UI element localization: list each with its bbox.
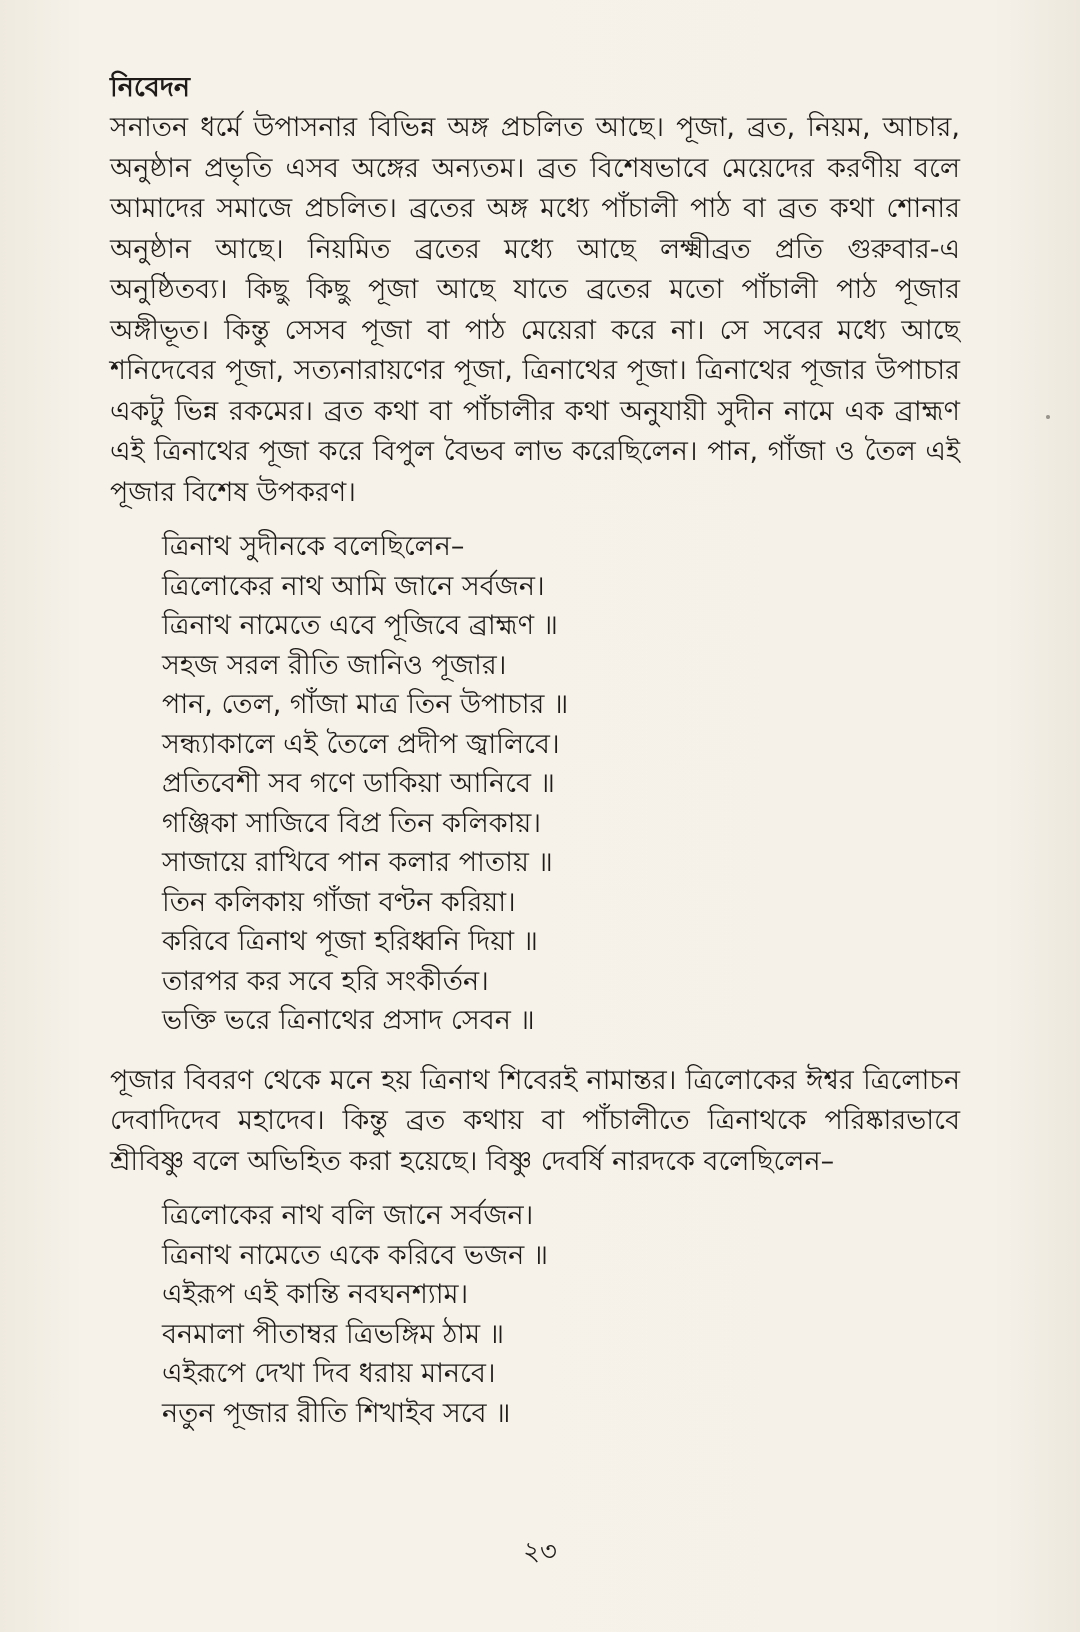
- page-number: ২৩: [523, 1537, 557, 1567]
- verse-line: এইরূপে দেখা দিব ধরায় মানবে।: [162, 1358, 496, 1389]
- verse-line: করিবে ত্রিনাথ পূজা হরিধ্বনি দিয়া ॥: [162, 926, 538, 957]
- verse-line: তিন কলিকায় গাঁজা বণ্টন করিয়া।: [162, 886, 516, 918]
- verse-line: সহজ সরল রীতি জানিও পূজার।: [162, 649, 507, 681]
- verse-line: সাজায়ে রাখিবে পান কলার পাতায় ॥: [162, 847, 553, 878]
- intro-paragraph: সনাতন ধর্মে উপাসনার বিভিন্ন অঙ্গ প্রচলিত আছে। পূজা, ব্রত, নিয়ম, আচার, অনুষ্ঠান প্রভৃতি এসব অঙ্গের অন্যতম। ব্রত বিশেষভাবে মেয়েদের করণীয় বলে আমাদের সমাজে প্রচলিত। ব্রতের অঙ্গ মধ্যে পাঁচালী পাঠ বা ব্রত কথা শোনার অনুষ্ঠান আছে। নিয়মিত ব্রতের মধ্যে আছে লক্ষ্মীব্রত প্রতি গুরুবার-এ অনুষ্ঠিতব্য। কিছু কিছু পূজা আছে যাতে ব্রতের মতো পাঁচালী পাঠ পূজার অঙ্গীভূত। কিন্তু সেসব পূজা বা পাঠ মেয়েরা করে না। সে সবের মধ্যে আছে শনিদেবের পূজা, সত্যনারায়ণের পূজা, ত্রিনাথের পূজা। ত্রিনাথের পূজার উপাচার একটু ভিন্ন রকমের। ব্রত কথা বা পাঁচালীর কথা অনুযায়ী সুদীন নামে এক ব্রাহ্মণ এই ত্রিনাথের পূজা করে বিপুল বৈভব লাভ করেছিলেন। পান, গাঁজা ও তৈল এই পূজার বিশেষ উপকরণ।: [110, 112, 960, 508]
- page-content: [110, 70, 960, 1433]
- verse-line: প্রতিবেশী সব গণে ডাকিয়া আনিবে ॥: [162, 768, 555, 799]
- verse-line: ত্রিলোকের নাথ আমি জানে সর্বজন।: [162, 570, 545, 602]
- verse-line: এইরূপ এই কান্তি নবঘনশ্যাম।: [162, 1279, 469, 1310]
- verse-block-trinath: [110, 527, 960, 1041]
- verse-line: পান, তেল, গাঁজা মাত্র তিন উপাচার ॥: [162, 689, 569, 720]
- verse-line: ত্রিনাথ নামেতে একে করিবে ভজন ॥: [162, 1239, 549, 1271]
- verse-line: ত্রিনাথ সুদীনকে বলেছিলেন–: [162, 531, 465, 562]
- verse-line: ভক্তি ভরে ত্রিনাথের প্রসাদ সেবন ॥: [162, 1005, 535, 1036]
- verse-line: গঞ্জিকা সাজিবে বিপ্র তিন কলিকায়।: [162, 807, 541, 839]
- section-heading: নিবেদন: [110, 72, 191, 103]
- second-paragraph: পূজার বিবরণ থেকে মনে হয় ত্রিনাথ শিবেরই নামান্তর। ত্রিলোকের ঈশ্বর ত্রিলোচন দেবাদিদেব মহাদেব। কিন্তু ব্রত কথায় বা পাঁচালীতে ত্রিনাথকে পরিষ্কারভাবে শ্রীবিষ্ণু বলে অভিহিত করা হয়েছে। বিষ্ণু দেবর্ষি নারদকে বলেছিলেন–: [110, 1064, 960, 1177]
- verse-line: সন্ধ্যাকালে এই তৈলে প্রদীপ জ্বালিবে।: [162, 728, 560, 760]
- margin-speck: [1046, 415, 1050, 419]
- verse-line: ত্রিলোকের নাথ বলি জানে সর্বজন।: [162, 1200, 534, 1231]
- verse-line: বনমালা পীতাম্বর ত্রিভঙ্গিম ঠাম ॥: [162, 1318, 504, 1350]
- verse-block-vishnu: [110, 1196, 960, 1433]
- verse-line: নতুন পূজার রীতি শিখাইব সবে ॥: [162, 1397, 511, 1429]
- verse-line: ত্রিনাথ নামেতে এবে পূজিবে ব্রাহ্মণ ॥: [162, 610, 558, 641]
- verse-line: তারপর কর সবে হরি সংকীর্তন।: [162, 965, 489, 997]
